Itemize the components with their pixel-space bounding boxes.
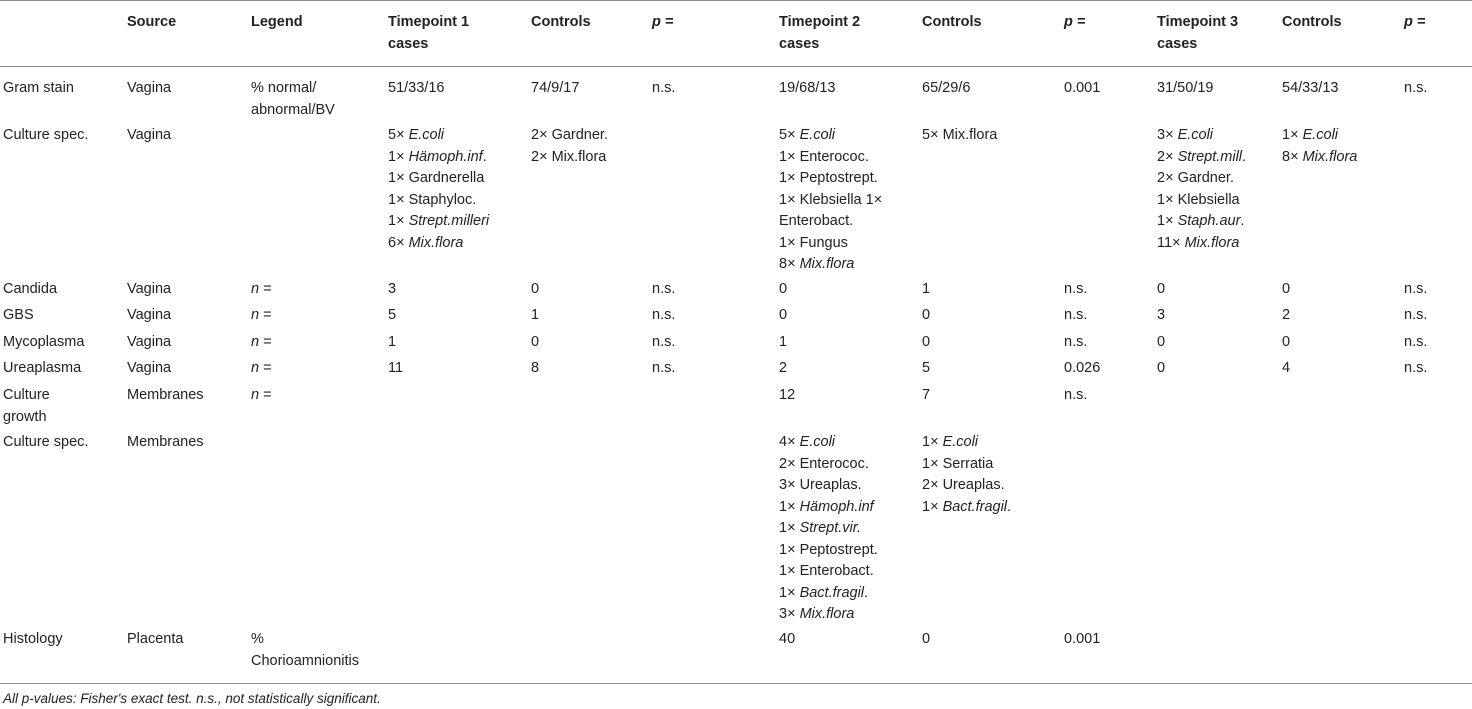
table-bottom-rule: [0, 683, 1472, 684]
cell-source: Vagina: [127, 307, 172, 323]
header-timepoint-2: Timepoint 2 cases: [779, 14, 861, 52]
cell-tp2: 5× E.coli 1× Enterococ. 1× Peptostrept. 1× Klebsiella 1× Enterobact. 1× Fungus 8× Mix.flora: [779, 127, 883, 272]
cell-label: GBS: [3, 307, 34, 323]
header-controls-2: Controls: [922, 14, 982, 30]
cell-tp3: 0: [1157, 334, 1166, 350]
cell-c1: 0: [531, 334, 540, 350]
cell-c3: 0: [1282, 281, 1291, 297]
cell-c2: 65/29/6: [922, 80, 971, 96]
cell-p3: n.s.: [1404, 80, 1428, 96]
cell-source: Placenta: [127, 631, 184, 647]
cell-tp2: 1: [779, 334, 788, 350]
cell-tp3: 0: [1157, 360, 1166, 376]
cell-tp1: 51/33/16: [388, 80, 445, 96]
cell-c2: 0: [922, 307, 931, 323]
cell-tp1: 3: [388, 281, 397, 297]
header-p-1: p =: [652, 14, 674, 30]
cell-c3: 2: [1282, 307, 1291, 323]
cell-label: Culture growth: [3, 387, 50, 425]
cell-p1: n.s.: [652, 307, 676, 323]
header-timepoint-1: Timepoint 1 cases: [388, 14, 470, 52]
cell-tp2: 0: [779, 281, 788, 297]
cell-c1: 8: [531, 360, 540, 376]
cell-c2: 1: [922, 281, 931, 297]
cell-legend: n =: [251, 387, 272, 403]
cell-tp2: 0: [779, 307, 788, 323]
table-header-rule: [0, 66, 1472, 67]
cell-p1: n.s.: [652, 360, 676, 376]
cell-legend: n =: [251, 307, 272, 323]
cell-c3: 1× E.coli 8× Mix.flora: [1282, 127, 1358, 165]
cell-p1: n.s.: [652, 334, 676, 350]
cell-source: Vagina: [127, 334, 172, 350]
cell-p1: n.s.: [652, 80, 676, 96]
cell-p2: n.s.: [1064, 334, 1088, 350]
cell-legend: % normal/ abnormal/BV: [251, 80, 335, 118]
cell-c2: 1× E.coli 1× Serratia 2× Ureaplas. 1× Bact.fragil.: [922, 434, 1012, 515]
cell-tp3: 3: [1157, 307, 1166, 323]
cell-p1: n.s.: [652, 281, 676, 297]
cell-c2: 5× Mix.flora: [922, 127, 998, 143]
cell-legend: n =: [251, 334, 272, 350]
cell-p2: 0.001: [1064, 631, 1101, 647]
cell-p2: n.s.: [1064, 307, 1088, 323]
cell-tp2: 40: [779, 631, 796, 647]
cell-source: Vagina: [127, 80, 172, 96]
cell-label: Culture spec.: [3, 434, 89, 450]
table-footnote: All p-values: Fisher's exact test. n.s., not statistically significant.: [3, 691, 381, 706]
header-controls-3: Controls: [1282, 14, 1342, 30]
cell-tp1: 1: [388, 334, 397, 350]
cell-legend: n =: [251, 281, 272, 297]
table-top-rule: [0, 0, 1472, 1]
cell-source: Vagina: [127, 360, 172, 376]
cell-source: Membranes: [127, 434, 204, 450]
cell-label: Mycoplasma: [3, 334, 85, 350]
cell-p2: 0.026: [1064, 360, 1101, 376]
cell-legend: % Chorioamnionitis: [251, 631, 359, 669]
cell-tp1: 5: [388, 307, 397, 323]
header-source: Source: [127, 14, 177, 30]
cell-tp3: 31/50/19: [1157, 80, 1214, 96]
header-p-3: p =: [1404, 14, 1426, 30]
cell-c2: 0: [922, 631, 931, 647]
cell-p2: n.s.: [1064, 387, 1088, 403]
cell-label: Gram stain: [3, 80, 74, 96]
cell-c1: 0: [531, 281, 540, 297]
cell-source: Vagina: [127, 127, 172, 143]
cell-source: Membranes: [127, 387, 204, 403]
cell-c1: 2× Gardner. 2× Mix.flora: [531, 127, 608, 165]
cell-label: Candida: [3, 281, 58, 297]
cell-p2: n.s.: [1064, 281, 1088, 297]
cell-tp2: 19/68/13: [779, 80, 836, 96]
cell-legend: n =: [251, 360, 272, 376]
cell-p3: n.s.: [1404, 360, 1428, 376]
cell-label: Culture spec.: [3, 127, 89, 143]
cell-p2: 0.001: [1064, 80, 1101, 96]
cell-tp1: 11: [388, 360, 404, 376]
header-timepoint-3: Timepoint 3 cases: [1157, 14, 1239, 52]
cell-c3: 0: [1282, 334, 1291, 350]
cell-c1: 1: [531, 307, 540, 323]
cell-p3: n.s.: [1404, 281, 1428, 297]
cell-p3: n.s.: [1404, 307, 1428, 323]
cell-tp3: 3× E.coli 2× Strept.mill. 2× Gardner. 1× Klebsiella 1× Staph.aur. 11× Mix.flora: [1157, 127, 1247, 251]
cell-tp2: 12: [779, 387, 796, 403]
cell-p3: n.s.: [1404, 334, 1428, 350]
cell-source: Vagina: [127, 281, 172, 297]
cell-tp1: 5× E.coli 1× Hämoph.inf. 1× Gardnerella 1× Staphyloc. 1× Strept.milleri 6× Mix.flora: [388, 127, 490, 251]
cell-tp2: 2: [779, 360, 788, 376]
cell-c1: 74/9/17: [531, 80, 580, 96]
cell-tp2: 4× E.coli 2× Enterococ. 3× Ureaplas. 1× Hämoph.inf 1× Strept.vir. 1× Peptostrept. 1× Enterobact. 1× Bact.fragil. 3× Mix.flora: [779, 434, 878, 622]
cell-c3: 4: [1282, 360, 1291, 376]
cell-c2: 5: [922, 360, 931, 376]
cell-label: Histology: [3, 631, 63, 647]
header-legend: Legend: [251, 14, 303, 30]
header-controls-1: Controls: [531, 14, 591, 30]
cell-tp3: 0: [1157, 281, 1166, 297]
cell-label: Ureaplasma: [3, 360, 82, 376]
header-p-2: p =: [1064, 14, 1086, 30]
cell-c2: 0: [922, 334, 931, 350]
cell-c2: 7: [922, 387, 931, 403]
cell-c3: 54/33/13: [1282, 80, 1339, 96]
